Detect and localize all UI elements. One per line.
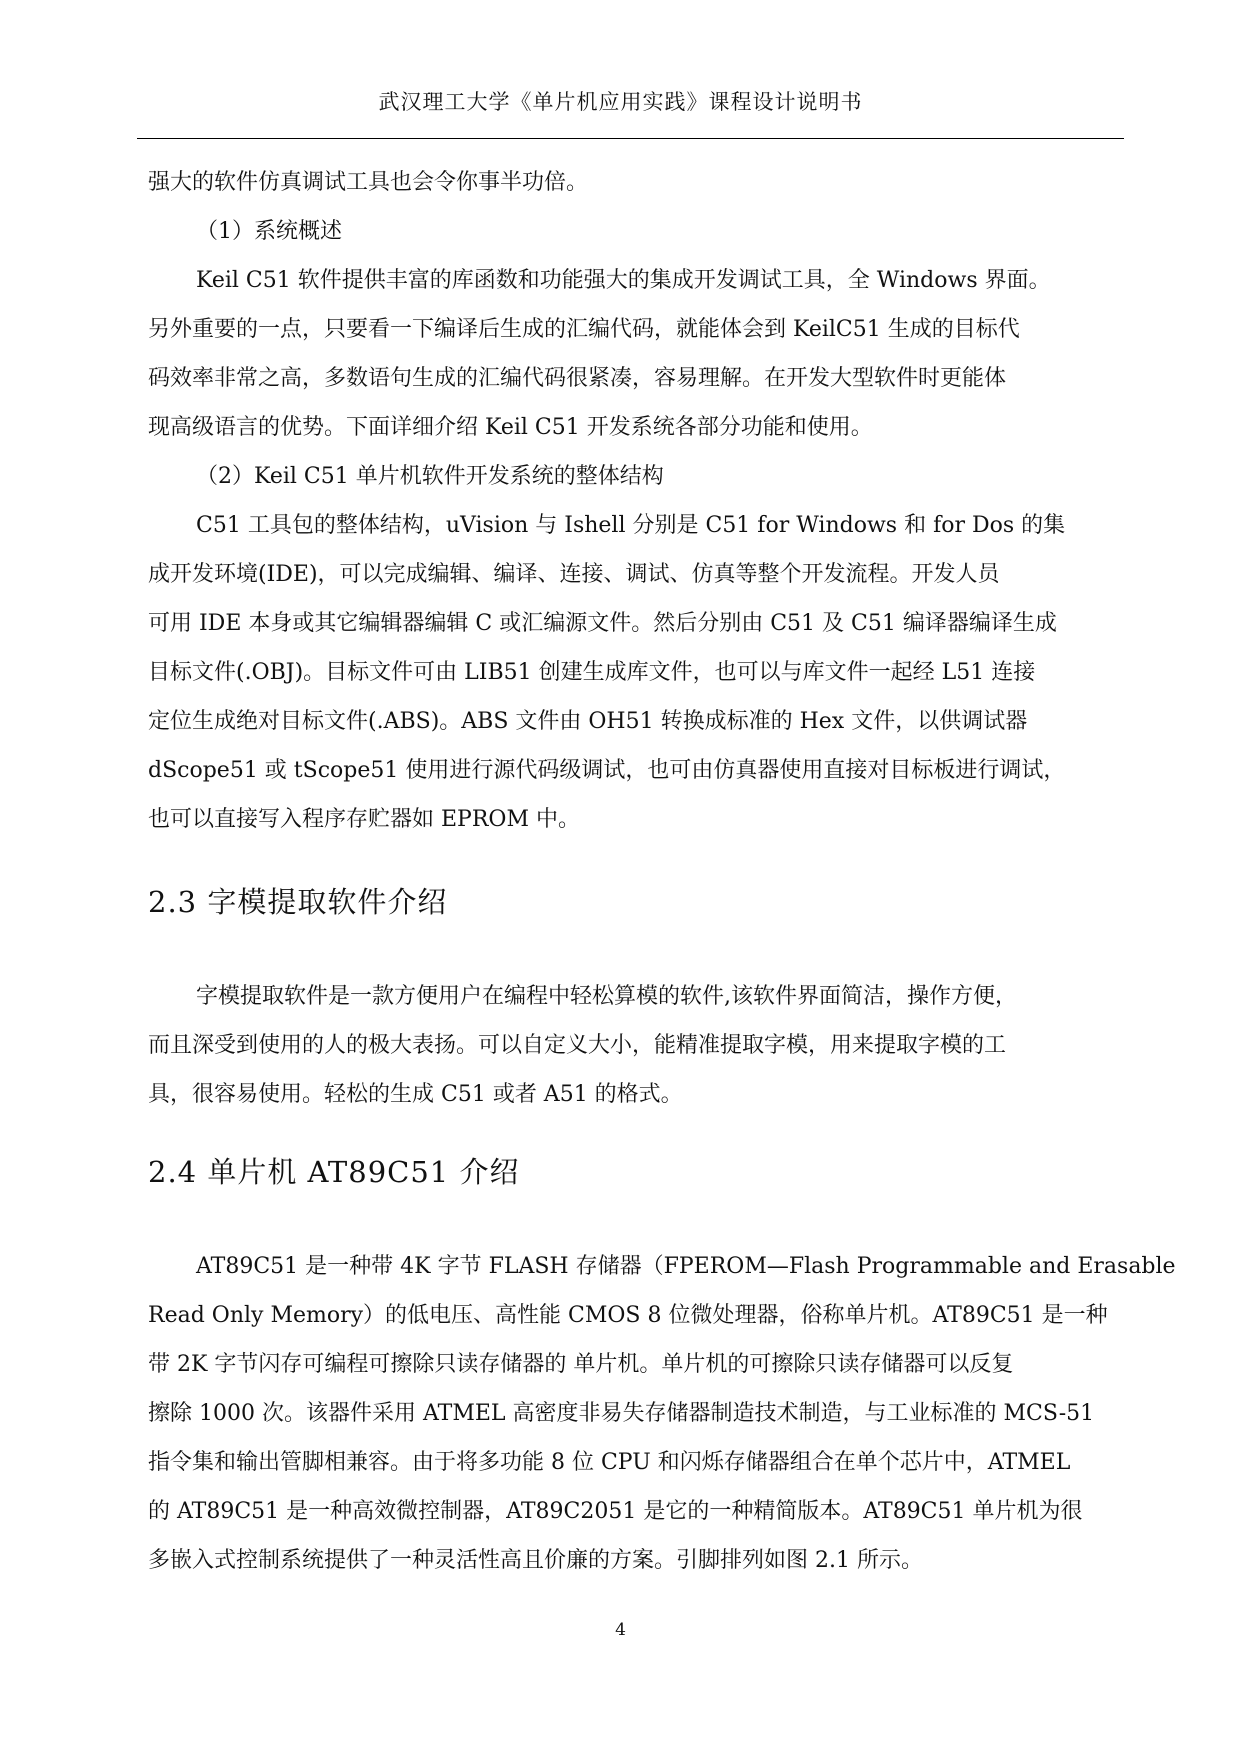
page-number: 4 [615,1620,626,1640]
text-line: 而且深受到使用的人的极大表扬。可以自定义大小，能精准提取字模，用来提取字模的工 [148,1033,1007,1058]
text-line: dScope51 或 tScope51 使用进行源代码级调试，也可由仿真器使用直接对目标板进行调试， [148,758,1066,783]
text-line: 带 2K 字节闪存可编程可擦除只读存储器的 单片机。单片机的可擦除只读存储器可以反复 [148,1352,1014,1377]
text-line: 多嵌入式控制系统提供了一种灵活性高且价廉的方案。引脚排列如图 2.1 所示。 [148,1548,923,1573]
text-line: 定位生成绝对目标文件(.ABS)。ABS 文件由 OH51 转换成标准的 Hex 文件，以供调试器 [148,709,1028,734]
text-line: 另外重要的一点，只要看一下编译后生成的汇编代码，就能体会到 KeilC51 生成的目标代 [148,317,1020,342]
section-2-3-text [148,972,1128,1119]
text-line: 码效率非常之高，多数语句生成的汇编代码很紧凑，容易理解。在开发大型软件时更能体 [148,366,1007,391]
text-line: C51 工具包的整体结构，uVision 与 Ishell 分别是 C51 for Windows 和 for Dos 的集 [196,513,1066,538]
intro-text-block [148,158,1128,844]
header-divider [137,138,1124,139]
text-line: 指令集和输出管脚相兼容。由于将多功能 8 位 CPU 和闪烁存储器组合在单个芯片中，ATMEL [148,1450,1071,1475]
subsection-title-overview: （1）系统概述 [196,219,342,244]
text-line: 擦除 1000 次。该器件采用 ATMEL 高密度非易失存储器制造技术制造，与工业标准的 MCS-51 [148,1401,1095,1426]
text-line: 具，很容易使用。轻松的生成 C51 或者 A51 的格式。 [148,1082,683,1107]
text-line: 强大的软件仿真调试工具也会令你事半功倍。 [148,170,589,195]
page-header: 武汉理工大学《单片机应用实践》课程设计说明书 [378,90,863,114]
text-line: 现高级语言的优势。下面详细介绍 Keil C51 开发系统各部分功能和使用。 [148,415,873,440]
section-heading-2-3: 2.3 字模提取软件介绍 [148,885,448,919]
text-line: 可用 IDE 本身或其它编辑器编辑 C 或汇编源文件。然后分别由 C51 及 C51 编译器编译生成 [148,611,1057,636]
text-line: 字模提取软件是一款方便用户在编程中轻松算模的软件,该软件界面简洁，操作方便， [196,984,1017,1009]
section-heading-2-4: 2.4 单片机 AT89C51 介绍 [148,1155,520,1189]
section-2-4-text [148,1242,1176,1585]
text-line: 目标文件(.OBJ)。目标文件可由 LIB51 创建生成库文件，也可以与库文件一起经 L51 连接 [148,660,1036,685]
text-line: 也可以直接写入程序存贮器如 EPROM 中。 [148,807,580,832]
text-line: AT89C51 是一种带 4K 字节 FLASH 存储器（FPEROM—Flash Programmable and Erasable [196,1254,1176,1279]
text-line: 的 AT89C51 是一种高效微控制器，AT89C2051 是它的一种精简版本。AT89C51 单片机为很 [148,1499,1083,1524]
text-line: Keil C51 软件提供丰富的库函数和功能强大的集成开发调试工具，全 Windows 界面。 [196,268,1051,293]
subsection-title-structure: （2）Keil C51 单片机软件开发系统的整体结构 [196,464,664,489]
text-line: 成开发环境(IDE)，可以完成编辑、编译、连接、调试、仿真等整个开发流程。开发人员 [148,562,1000,587]
text-line: Read Only Memory）的低电压、高性能 CMOS 8 位微处理器，俗称单片机。AT89C51 是一种 [148,1303,1108,1328]
